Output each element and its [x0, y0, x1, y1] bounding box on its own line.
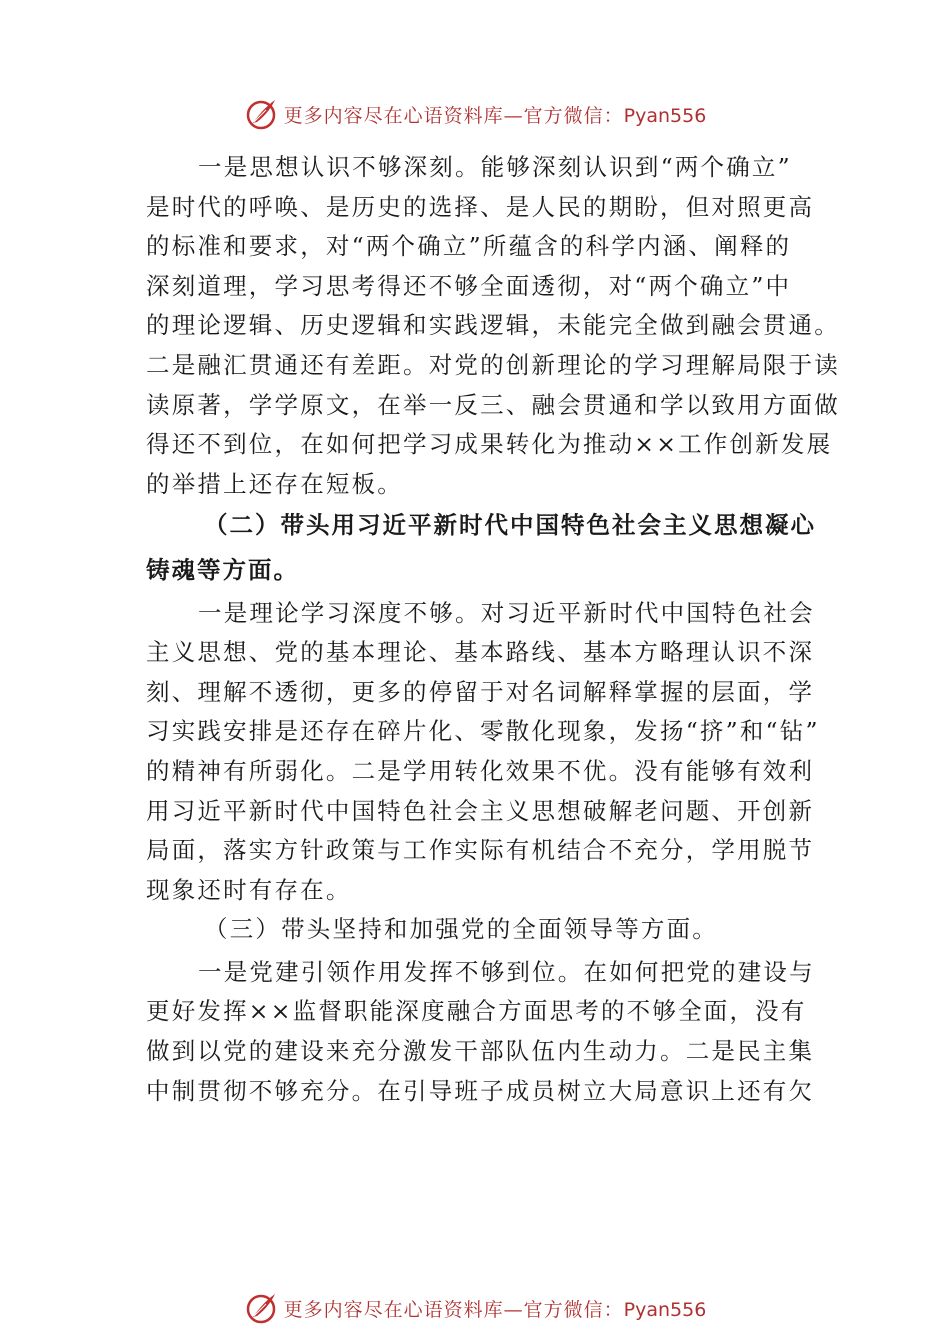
text-line: 的标准和要求，对“两个确立”所蕴含的科学内涵、阐释的	[146, 232, 792, 261]
text-line: 的理论逻辑、历史逻辑和实践逻辑，未能完全做到融会贯通。	[146, 311, 840, 340]
text-line: 刻、理解不透彻，更多的停留于对名词解释掌握的层面，学	[146, 677, 815, 706]
text-line: 局面，落实方针政策与工作实际有机结合不充分，学用脱节	[146, 836, 815, 865]
footer-banner	[0, 1288, 950, 1328]
text-line: 一是党建引领作用发挥不够到位。在如何把党的建设与	[198, 957, 815, 986]
wechat-id: Pyan556	[623, 104, 707, 127]
text-line: 二是融汇贯通还有差距。对党的创新理论的学习理解局限于读	[146, 350, 840, 379]
text-line: 一是理论学习深度不够。对习近平新时代中国特色社会	[198, 598, 815, 627]
text-line: 是时代的呼唤、是历史的选择、是人民的期盼，但对照更高	[146, 192, 815, 221]
text-line: 一是思想认识不够深刻。能够深刻认识到“两个确立”	[198, 153, 792, 181]
banner-text: 更多内容尽在心语资料库—官方微信：Pyan556	[283, 1298, 707, 1321]
text-line: 的精神有所弱化。二是学用转化效果不优。没有能够有效利	[146, 756, 815, 785]
document-body	[146, 148, 840, 1111]
banner-text: 更多内容尽在心语资料库—官方微信：Pyan556	[283, 104, 707, 127]
section-heading: （三）带头坚持和加强党的全面领导等方面。	[204, 915, 718, 944]
text-line: 更好发挥××监督职能深度融合方面思考的不够全面，没有	[146, 997, 807, 1026]
feather-pen-logo-icon	[244, 1290, 280, 1326]
section-heading-cont: 铸魂等方面。	[146, 555, 299, 584]
text-line: 的举措上还存在短板。	[146, 469, 403, 498]
text-line: 读原著，学学原文，在举一反三、融会贯通和学以致用方面做	[146, 390, 840, 419]
text-line: 中制贯彻不够充分。在引导班子成员树立大局意识上还有欠	[146, 1076, 815, 1105]
section-heading: （二）带头用习近平新时代中国特色社会主义思想凝心	[204, 511, 816, 540]
text-line: 做到以党的建设来充分激发干部队伍内生动力。二是民主集	[146, 1037, 815, 1066]
wechat-id: Pyan556	[623, 1298, 707, 1321]
text-line: 得还不到位，在如何把学习成果转化为推动××工作创新发展	[146, 430, 833, 459]
text-line: 用习近平新时代中国特色社会主义思想破解老问题、开创新	[146, 796, 815, 825]
feather-pen-logo-icon	[244, 96, 280, 132]
text-line: 现象还时有存在。	[146, 875, 352, 904]
text-line: 习实践安排是还存在碎片化、零散化现象，发扬“挤”和“钻”	[146, 717, 820, 746]
header-banner	[0, 94, 950, 134]
text-line: 主义思想、党的基本理论、基本路线、基本方略理认识不深	[146, 638, 815, 667]
text-line: 深刻道理，学习思考得还不够全面透彻，对“两个确立”中	[146, 271, 792, 300]
